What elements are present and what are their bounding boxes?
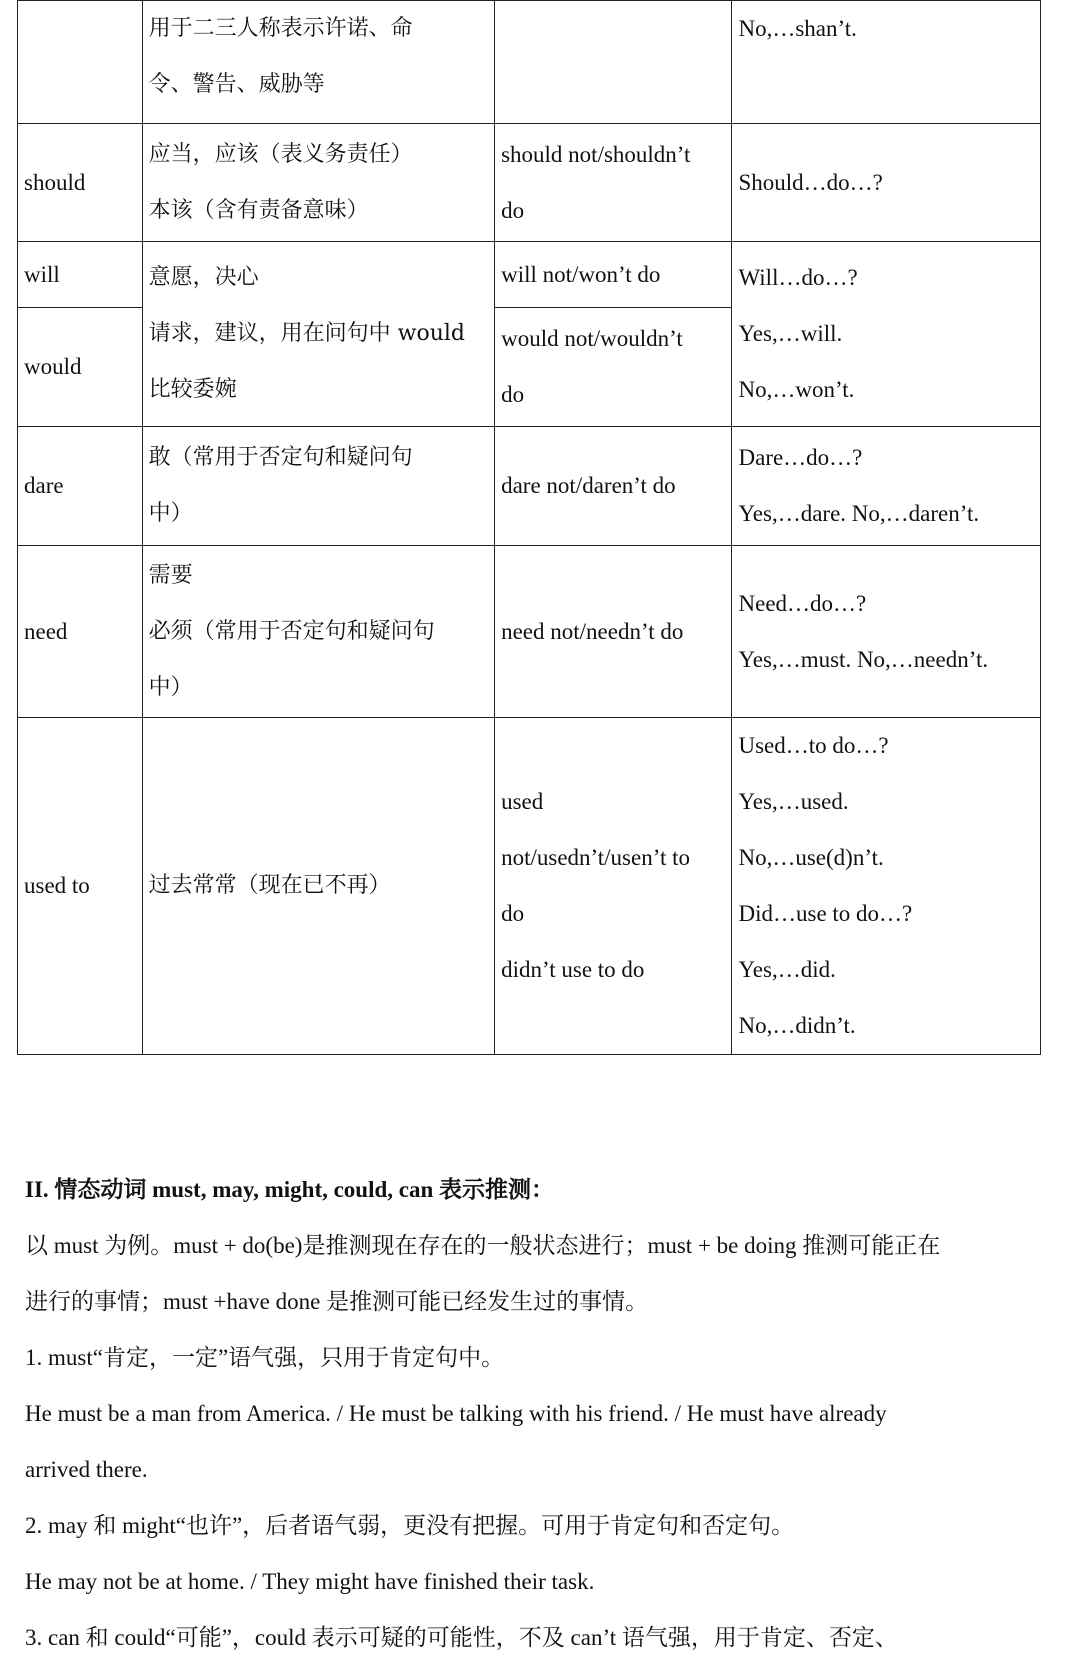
meaning-line: 比较委婉 bbox=[148, 377, 237, 402]
example-line: No,…won’t. bbox=[738, 377, 855, 402]
negative-line: used bbox=[501, 789, 544, 814]
meaning-cell bbox=[142, 718, 494, 1055]
example-line: Will…do…? bbox=[738, 265, 858, 290]
example-line: Need…do…? bbox=[738, 590, 867, 616]
example-line: No,…shan’t. bbox=[738, 16, 857, 41]
verb-cell: should bbox=[18, 124, 143, 242]
negative-cell bbox=[495, 546, 731, 718]
negative-line: do bbox=[501, 197, 525, 223]
meaning-cell bbox=[142, 124, 494, 242]
verb-cell: will bbox=[18, 242, 143, 308]
meaning-cell bbox=[142, 1, 494, 124]
body-line: 以 must 为例。must + do(be)是推测现在存在的一般状态进行；must + be doing 推测可能正在 bbox=[25, 1233, 941, 1258]
meaning-line: 本该（含有责备意味） bbox=[148, 197, 369, 223]
verb-cell: need bbox=[18, 546, 143, 718]
negative-cell bbox=[495, 718, 731, 1055]
example-line: Yes,…used. bbox=[738, 789, 849, 814]
negative-line: didn’t use to do bbox=[501, 957, 645, 982]
verb-cell: used to bbox=[18, 718, 143, 1055]
table-row-used-to bbox=[18, 718, 1041, 1055]
table-row-shall-continued bbox=[18, 1, 1041, 124]
meaning-cell bbox=[142, 427, 494, 546]
body-line: 进行的事情；must +have done 是推测可能已经发生过的事情。 bbox=[25, 1289, 649, 1314]
verb-cell: would bbox=[18, 308, 143, 427]
negative-cell bbox=[495, 1, 731, 124]
example-cell bbox=[731, 427, 1041, 546]
inference-section bbox=[25, 1162, 1045, 1666]
meaning-line: 用于二三人称表示许诺、命 bbox=[148, 16, 413, 41]
example-cell bbox=[731, 1, 1041, 124]
modal-verbs-table bbox=[17, 0, 1041, 1055]
body-line: 3. can 和 could“可能”，could 表示可疑的可能性，不及 can’t 语气强，用于肯定、否定、 bbox=[25, 1625, 898, 1650]
negative-cell bbox=[495, 308, 731, 427]
example-line: Yes,…did. bbox=[738, 957, 836, 982]
meaning-cell bbox=[142, 546, 494, 718]
meaning-line: 需要 bbox=[148, 562, 193, 588]
meaning-line: 应当，应该（表义务责任） bbox=[148, 141, 413, 167]
negative-line: should not/shouldn’t bbox=[501, 141, 691, 167]
table-row-should bbox=[18, 124, 1041, 242]
example-line: No,…use(d)n’t. bbox=[738, 845, 884, 870]
meaning-line: 必须（常用于否定句和疑问句 bbox=[148, 618, 435, 644]
meaning-line: 过去常常（现在已不再） bbox=[148, 873, 391, 898]
verb-cell: dare bbox=[18, 427, 143, 546]
example-line: Did…use to do…? bbox=[738, 901, 913, 926]
example-line: Yes,…must. No,…needn’t. bbox=[738, 646, 989, 672]
negative-line: would not/wouldn’t bbox=[501, 326, 683, 351]
meaning-cell bbox=[142, 242, 494, 427]
negative-cell bbox=[495, 242, 731, 308]
negative-cell bbox=[495, 427, 731, 546]
example-line: Dare…do…? bbox=[738, 445, 863, 470]
meaning-line: 敢（常用于否定句和疑问句 bbox=[148, 445, 413, 470]
negative-line: dare not/daren’t do bbox=[501, 473, 676, 498]
example-cell bbox=[731, 718, 1041, 1055]
body-line: 1. must“肯定，一定”语气强，只用于肯定句中。 bbox=[25, 1345, 505, 1370]
example-cell bbox=[731, 124, 1041, 242]
negative-cell bbox=[495, 124, 731, 242]
negative-line: do bbox=[501, 901, 525, 926]
meaning-line: 中） bbox=[148, 674, 193, 700]
section-heading: II. 情态动词 must, may, might, could, can 表示推测： bbox=[25, 1177, 555, 1202]
negative-line: not/usedn’t/usen’t to bbox=[501, 845, 690, 870]
example-cell bbox=[731, 546, 1041, 718]
example-sentence: arrived there. bbox=[25, 1457, 148, 1482]
table-row-will bbox=[18, 242, 1041, 308]
negative-line: do bbox=[501, 382, 525, 407]
example-line: No,…didn’t. bbox=[738, 1013, 856, 1038]
verb-cell bbox=[18, 1, 143, 124]
example-sentence: He must be a man from America. / He must be talking with his friend. / He must have already bbox=[25, 1401, 887, 1426]
table-row-need bbox=[18, 546, 1041, 718]
negative-line: need not/needn’t do bbox=[501, 618, 684, 644]
example-cell bbox=[731, 242, 1041, 427]
negative-line: will not/won’t do bbox=[501, 261, 661, 287]
example-line: Used…to do…? bbox=[738, 733, 889, 758]
body-line: 2. may 和 might“也许”，后者语气弱，更没有把握。可用于肯定句和否定句。 bbox=[25, 1513, 795, 1538]
example-line: Yes,…will. bbox=[738, 321, 843, 346]
meaning-line: 意愿，决心 bbox=[148, 265, 259, 290]
example-line: Should…do…? bbox=[738, 169, 883, 195]
table-row-dare bbox=[18, 427, 1041, 546]
example-sentence: He may not be at home. / They might have finished their task. bbox=[25, 1569, 595, 1594]
example-line: Yes,…dare. No,…daren’t. bbox=[738, 501, 980, 526]
meaning-line: 请求，建议，用在问句中 would bbox=[148, 321, 465, 346]
meaning-line: 令、警告、威胁等 bbox=[148, 72, 325, 97]
meaning-line: 中） bbox=[148, 501, 193, 526]
